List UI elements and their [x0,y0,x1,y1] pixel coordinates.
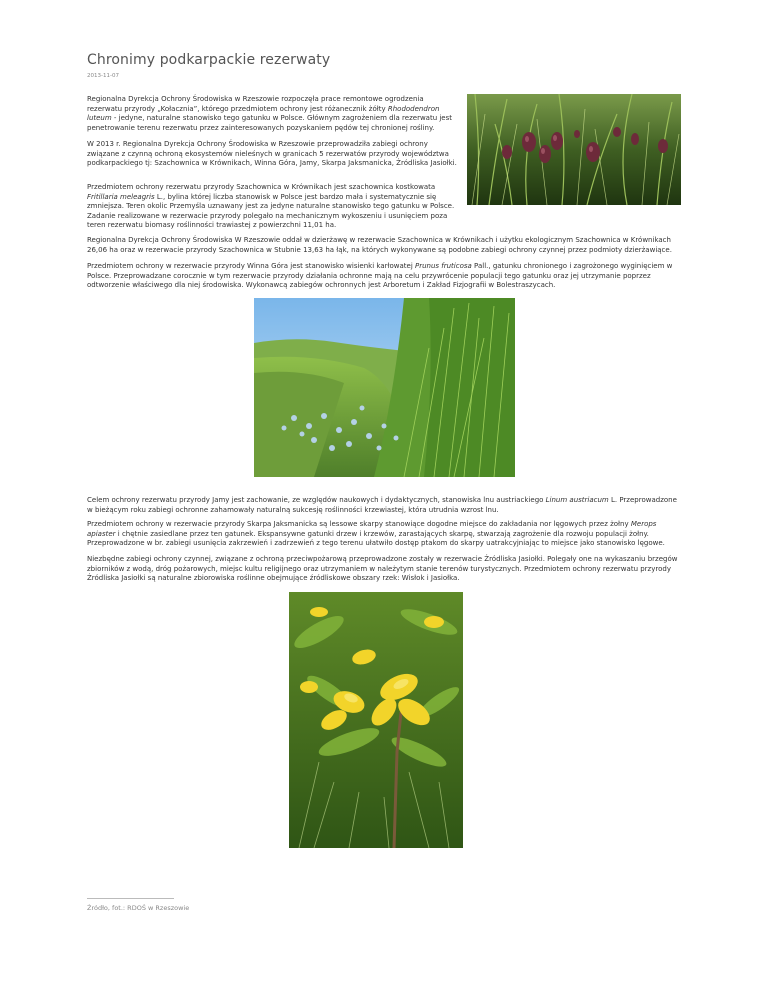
photo-yellow-rhododendron [289,592,463,848]
paragraph-6: Celem ochrony rezerwatu przyrody Jamy jest zachowanie, ze względów naukowych i dydaktycznych, stanowiska lnu austriackiego Linum austriacum L. Przeprowadzone w bieżącym roku zabiegi ochronne zahamowały naturalną sukcesję roślinności krzewiastej, która utrudnia wzrost lnu. [87,496,677,514]
paragraph-1: Regionalna Dyrekcja Ochrony Środowiska w Rzeszowie rozpoczęła prace remontowe ogrodzenia rezerwatu przyrody „Kołacznia”, którego przedmiotem ochrony jest różanecznik żółty Rhododendron luteum - jedyne, naturalne stanowisko tego gatunku w Polsce. Głównym zagrożeniem dla rezerwatu jest penetrowanie terenu rezerwatu przez zainteresowanych pozyskaniem pędów tej chronionej rośliny. [87,95,453,132]
paragraph-5: Przedmiotem ochrony w rezerwacie przyrody Winna Góra jest stanowisko wisienki karłowatej Prunus fruticosa Pall., gatunku chronionego i zagrożonego wyginięciem w Polsce. Przeprowadzane corocznie w tym rezerwacie przyrody działania ochronne mają na celu przywrócenie populacji tego gatunku oraz jej utrzymanie poprzez odtworzenie właściwego dla niej środowiska. Wykonawcą zabiegów ochronnych jest Arboretum i Zakład Fizjografii w Bolestraszycach. [87,262,673,290]
article-title: Chronimy podkarpackie rezerwaty [87,52,331,68]
photo-fritillaria [467,94,681,205]
source-note: Źródło, fot.: RDOŚ w Rzeszowie [87,904,190,912]
paragraph-7: Przedmiotem ochrony w rezerwacie przyrody Skarpa Jaksmanicka są lessowe skarpy stanowiące dogodne miejsce do zakładania nor lęgowych przez żołny Merops apiaster i chętnie zasiedlane przez ten gatunek. Ekspansywne gatunki drzew i krzewów, zarastających skarpę, stwarzają zagrożenie dla rozwoju populacji żołny. Przeprowadzone w br. zabiegi usunięcia zakrzewień i zadrzewień z tego terenu ułatwiło dostęp ptakom do skarpy uatrakcyjniając to miejsce jako stanowisko lęgowe. [87,520,665,548]
paragraph-3: Przedmiotem ochrony rezerwatu przyrody Szachownica w Krównikach jest szachownica kostkowata Fritillaria meleagris L., bylina której liczba stanowisk w Polsce jest bardzo mała i systematycznie się zmniejsza. Teren okolic Przemyśla uznawany jest za jedyne naturalne stanowisko tego gatunku w Polsce. Zadanie realizowane w rezerwacie przyrody polegało na mechanicznym wykoszeniu i usunięciem poza teren rezerwatu biomasy roślinności trawiastej z powierzchni 11,01 ha. [87,183,455,230]
paragraph-8: Niezbędne zabiegi ochrony czynnej, związane z ochroną przeciwpożarową przeprowadzone zostały w rezerwacie Źródliska Jasiołki. Polegały one na wykaszaniu brzegów zbiorników z wodą, dróg pożarowych, miejsc kultu religijnego oraz utrzymaniem w należytym stanie terenów turystycznych. Przedmiotem ochrony rezerwatu przyrody Źródliska Jasiołki są naturalne zbiorowiska roślinne obejmujące źródliskowe obszary rzek: Wisłok i Jasiołka. [87,555,678,583]
paragraph-4: Regionalna Dyrekcja Ochrony Środowiska W Rzeszowie oddał w dzierżawę w rezerwacie Szachownica w Krównikach i użytku ekologicznym Szachownica w Krównikach 26,06 ha oraz w rezerwacie przyrody Szachownica w Stubnie 13,63 ha łąk, na których wykonywane są podobne zabiegi ochrony czynnej przez podmioty dzierżawiące. [87,236,672,254]
footnote-divider [87,898,174,899]
paragraph-2: W 2013 r. Regionalna Dyrekcja Ochrony Środowiska w Rzeszowie przeprowadziła zabiegi ochrony związane z czynną ochroną ekosystemów nieleśnych w granicach 5 rezerwatów przyrody województwa podkarpackiego tj: Szachownica w Krównikach, Winna Góra, Jamy, Skarpa Jaksmanicka, Źródliska Jasiołki. [87,140,457,168]
article-date: 2013-11-07 [87,73,119,79]
photo-grassy-slope [254,298,515,477]
